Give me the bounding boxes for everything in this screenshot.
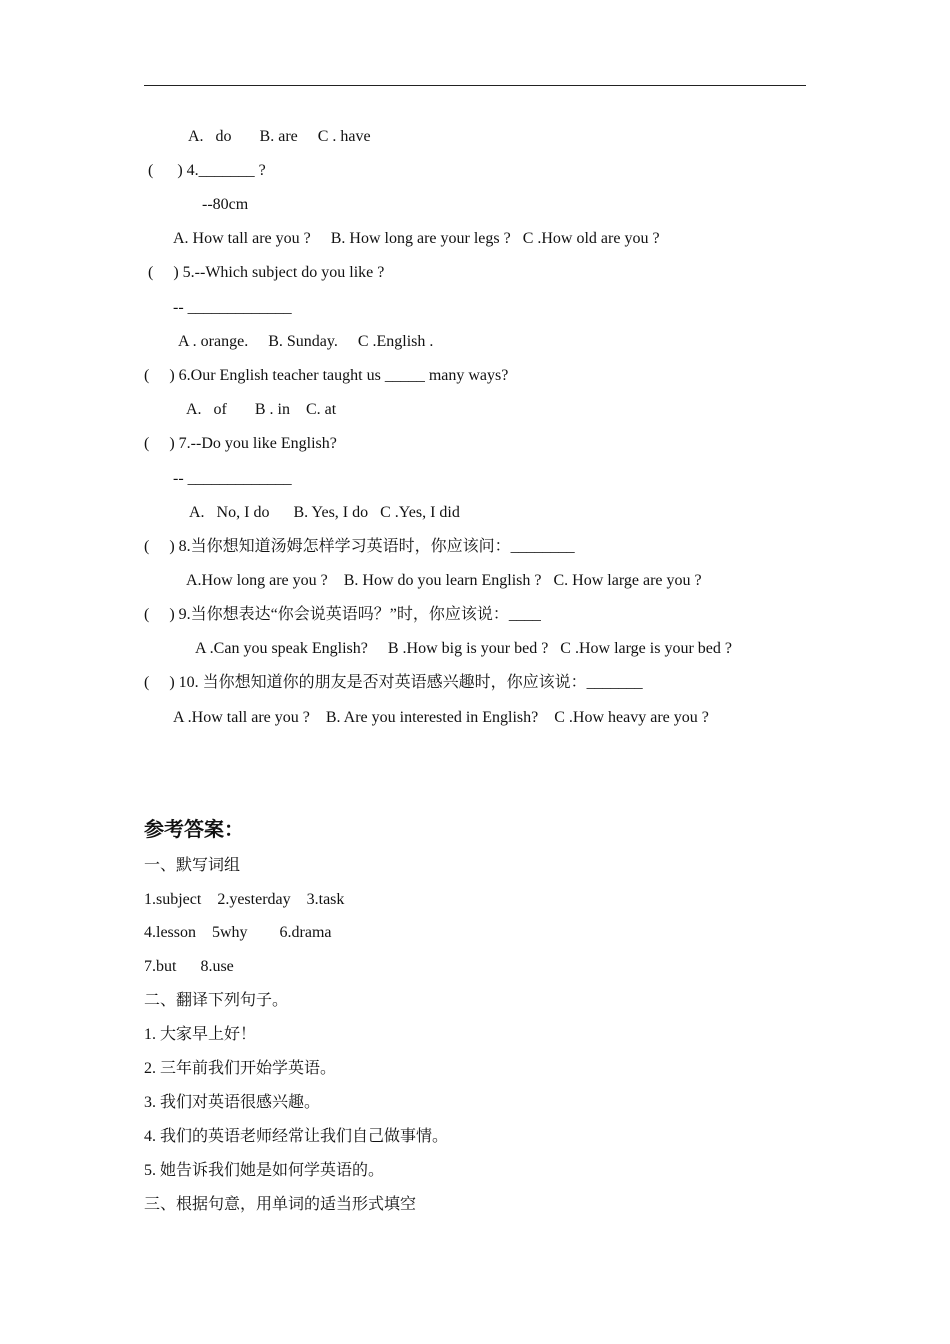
question-4-options: A. How tall are you ? B. How long are your legs ? C .How old are you ?	[173, 230, 660, 247]
answer-line: 5. 她告诉我们她是如何学英语的。	[144, 1162, 385, 1179]
question-6-options: A. of B . in C. at	[186, 401, 337, 418]
answer-line: 1.subject 2.yesterday 3.task	[144, 891, 345, 908]
question-3-options: A. do B. are C . have	[188, 128, 371, 145]
question-6-stem: ( ) 6.Our English teacher taught us _____ many ways?	[144, 367, 509, 384]
answer-section-3-title: 三、根据句意，用单词的适当形式填空	[144, 1196, 417, 1213]
answer-line: 2. 三年前我们开始学英语。	[144, 1060, 337, 1077]
question-10-stem: ( ) 10. 当你想知道你的朋友是否对英语感兴趣时，你应该说：_______	[144, 674, 643, 691]
question-5-stem: ( ) 5.--Which subject do you like ?	[148, 264, 385, 281]
question-7-blank: -- _____________	[173, 470, 292, 487]
answer-section-2-title: 二、翻译下列句子。	[144, 992, 289, 1009]
question-10-options: A .How tall are you ? B. Are you interested in English? C .How heavy are you ?	[173, 709, 709, 726]
question-8-stem: ( ) 8.当你想知道汤姆怎样学习英语时，你应该问：________	[144, 538, 575, 555]
question-4-stem: ( ) 4._______ ?	[148, 162, 266, 179]
answer-key-heading: 参考答案：	[144, 819, 244, 841]
question-9-options: A .Can you speak English? B .How big is your bed ? C .How large is your bed ?	[195, 640, 732, 657]
question-4-answer: --80cm	[202, 196, 249, 213]
question-8-options: A.How long are you ? B. How do you learn English ? C. How large are you ?	[186, 572, 702, 589]
question-7-stem: ( ) 7.--Do you like English?	[144, 435, 337, 452]
answer-line: 1. 大家早上好！	[144, 1026, 257, 1043]
answer-line: 7.but 8.use	[144, 958, 234, 975]
question-7-options: A. No, I do B. Yes, I do C .Yes, I did	[189, 504, 460, 521]
answer-line: 3. 我们对英语很感兴趣。	[144, 1094, 321, 1111]
header-rule	[144, 85, 806, 86]
answer-line: 4. 我们的英语老师经常让我们自己做事情。	[144, 1128, 449, 1145]
answer-section-1-title: 一、默写词组	[144, 857, 241, 874]
question-9-stem: ( ) 9.当你想表达“你会说英语吗？”时，你应该说：____	[144, 606, 541, 623]
question-5-blank: -- _____________	[173, 299, 292, 316]
answer-line: 4.lesson 5why 6.drama	[144, 924, 332, 941]
question-5-options: A . orange. B. Sunday. C .English .	[178, 333, 434, 350]
